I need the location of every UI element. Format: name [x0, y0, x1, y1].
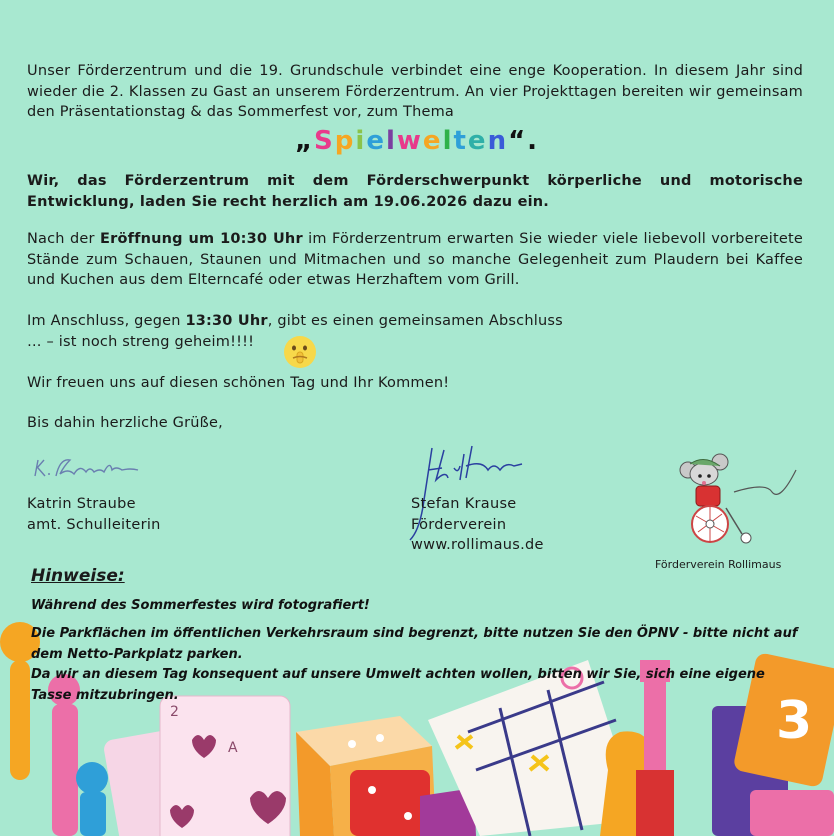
- intro-paragraph: Unser Förderzentrum und die 19. Grundschule verbindet eine enge Kooperation. In diesem Jahr sind wieder die 2. Klassen zu Gast an unserem Förderzentrum. An vier Projekttagen bereiten wir gemeinsam den Präsentationstag & das Sommerfest vor, zum Thema: [27, 63, 803, 120]
- signatory-straube-role: amt. Schulleiterin: [27, 516, 161, 533]
- signatory-krause-role: Förderverein: [411, 516, 507, 533]
- playing-cards-icon: [102, 696, 290, 836]
- opening-time: Eröffnung um 10:30 Uhr: [99, 231, 303, 247]
- theme-letter: w: [396, 126, 423, 156]
- theme-letter: l: [442, 126, 454, 156]
- opening-text-after: im Förderzentrum erwarten Sie wieder viele liebevoll vorbereitete Stände zum Schauen, Staunen und Mitmachen und so manche Gelegenheit zum Plaudern bei Kaffee und Kuchen aus dem Elterncafé oder etwas Herzhaftem vom Grill.: [27, 231, 803, 288]
- theme-word: [314, 126, 508, 156]
- theme-letter: p: [334, 126, 356, 156]
- svg-text:3: 3: [776, 691, 813, 751]
- signatory-straube: [27, 494, 161, 535]
- theme-letter: t: [453, 126, 468, 156]
- theme-title: [0, 126, 834, 156]
- svg-text:2: 2: [170, 704, 179, 720]
- shushing-emoji-icon: [282, 334, 318, 370]
- rollimaus-mouse-logo: [676, 452, 800, 552]
- opening-text-before: Nach der: [27, 231, 100, 247]
- closing-secret: … – ist noch streng geheim!!!!: [27, 333, 255, 350]
- invitation-paragraph: Wir, das Förderzentrum mit dem Förderschwerpunkt körperliche und motorische Entwicklung, laden Sie recht herzlich am 19.06.2026 dazu ein.: [27, 173, 803, 210]
- theme-open-quote: „: [294, 126, 315, 156]
- closing-time: 13:30 Uhr: [185, 313, 268, 329]
- note-cup: Da wir an diesem Tag konsequent auf unsere Umwelt achten wollen, bitten wir Sie, sich eine eigene Tasse mitzubringen.: [31, 667, 765, 703]
- theme-letter: i: [355, 126, 367, 156]
- theme-letter: S: [314, 126, 335, 156]
- rollimaus-logo-caption: Förderverein Rollimaus: [655, 558, 782, 571]
- note-parking: Die Parkflächen im öffentlichen Verkehrsraum sind begrenzt, bitte nutzen Sie den ÖPNV - bitte nicht auf dem Netto-Parkplatz parken.: [31, 626, 798, 662]
- theme-letter: e: [467, 126, 488, 156]
- greeting-text: Bis dahin herzliche Grüße,: [27, 415, 223, 431]
- signature-straube-icon: [30, 448, 150, 484]
- closing-paragraph: [27, 311, 803, 352]
- closing-text-after: , gibt es einen gemeinsamen Abschluss: [267, 313, 563, 329]
- opening-paragraph: [27, 229, 803, 291]
- theme-letter: e: [366, 126, 386, 156]
- signatory-krause-website: www.rollimaus.de: [411, 537, 544, 553]
- signatory-straube-name: Katrin Straube: [27, 496, 136, 512]
- note-photography: Während des Sommerfestes wird fotografiert!: [31, 598, 370, 613]
- looking-forward-text: Wir freuen uns auf diesen schönen Tag und Ihr Kommen!: [27, 375, 450, 391]
- svg-text:A: A: [228, 740, 238, 756]
- theme-close-quote: “.: [508, 126, 540, 156]
- theme-letter: l: [385, 126, 397, 156]
- theme-letter: n: [487, 126, 509, 156]
- theme-letter: e: [422, 126, 443, 156]
- notes-heading: Hinweise:: [31, 566, 125, 586]
- signatory-krause-name: Stefan Krause: [411, 496, 517, 512]
- signatory-krause: [411, 494, 544, 556]
- closing-text-before: Im Anschluss, gegen: [27, 313, 186, 329]
